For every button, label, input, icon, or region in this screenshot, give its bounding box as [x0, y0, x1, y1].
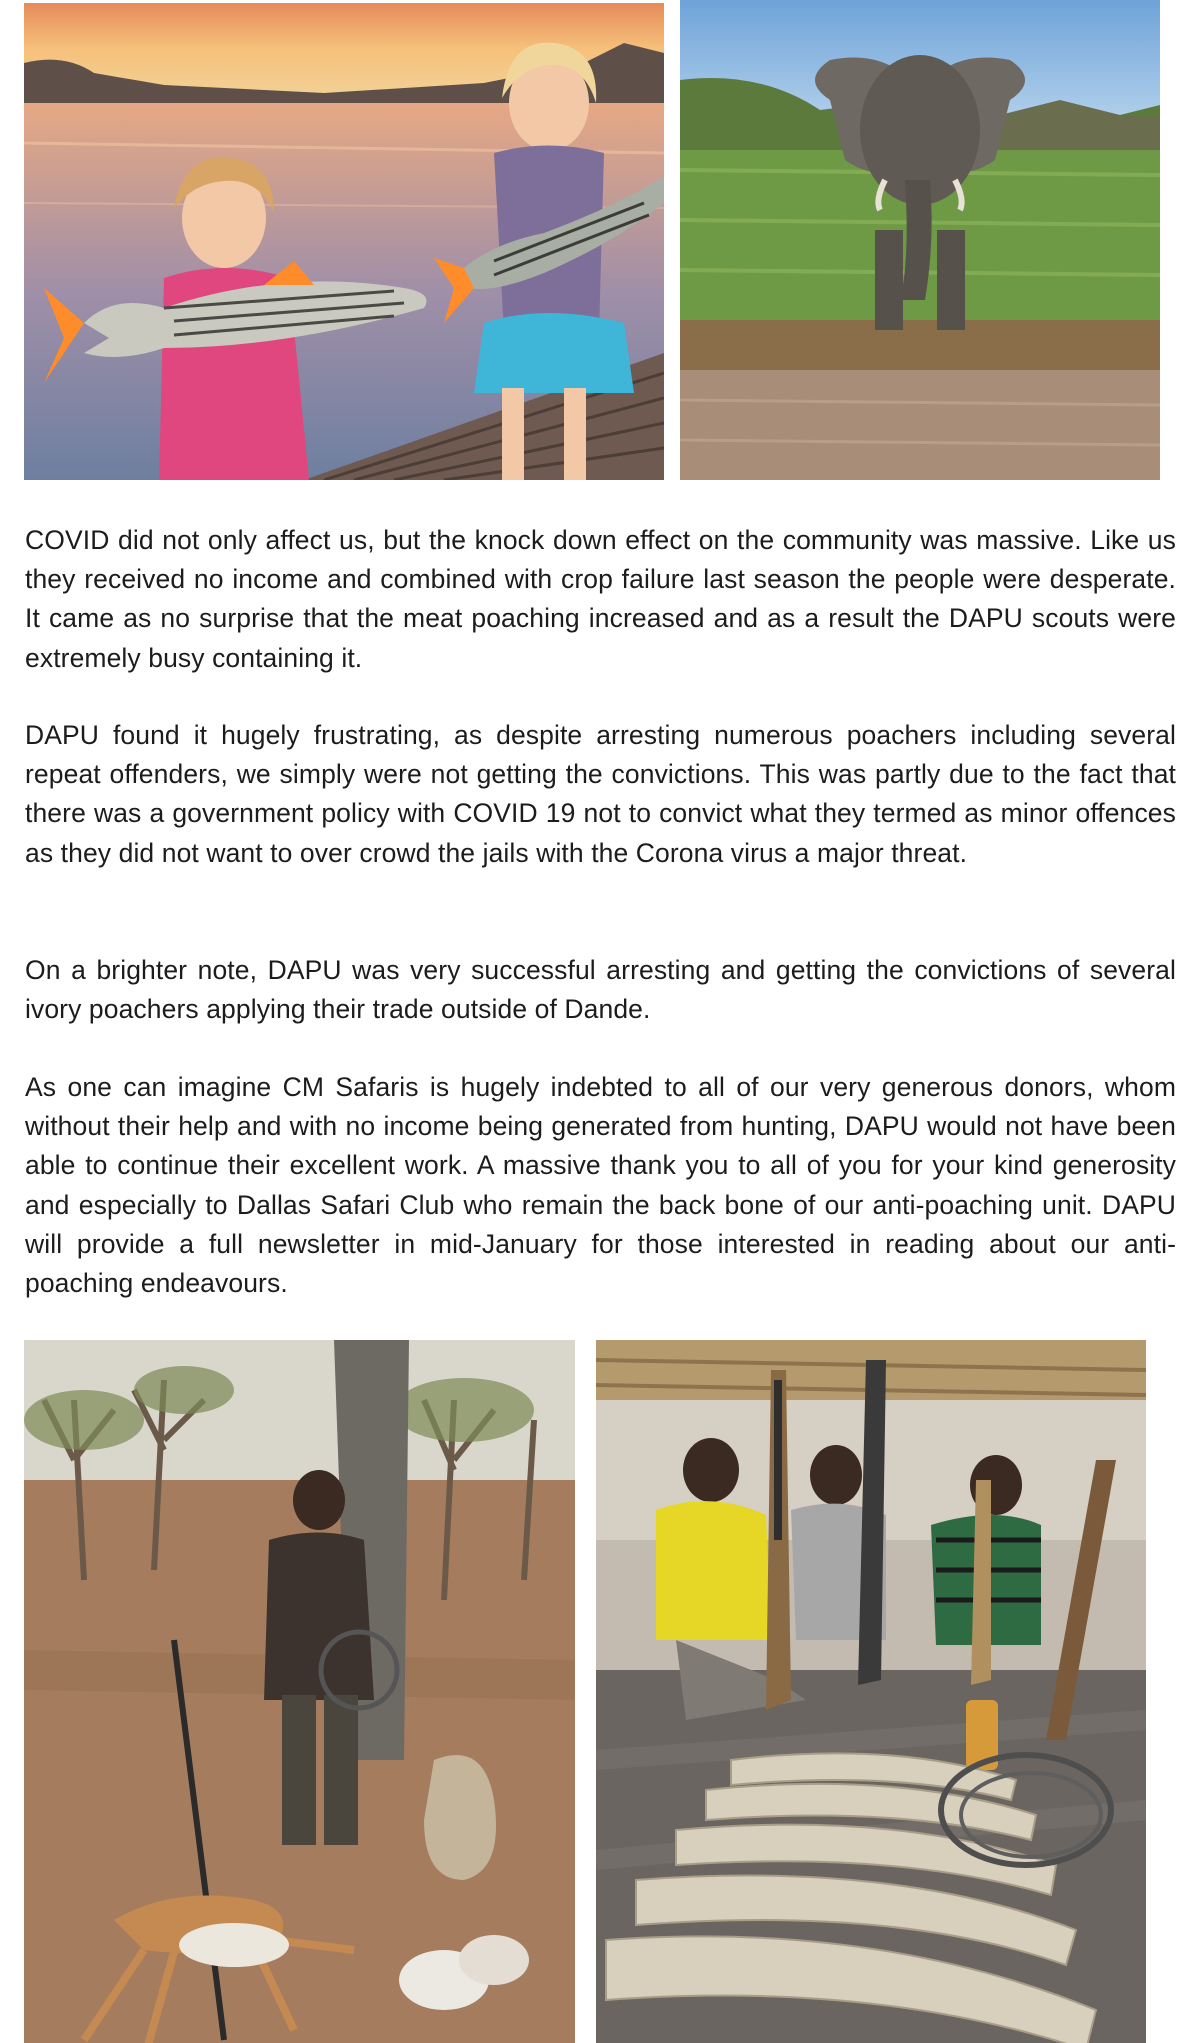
paragraph-donors-thanks: As one can imagine CM Safaris is hugely indebted to all of our very generous donors, whom without their help and with no income being generated from hunting, DAPU would not have been able to continue their excellent work. A massive thank you to all of you for your kind generosity and especially to Dallas Safari Club who remain the back bone of our anti-poaching unit. DAPU will provide a full newsletter in mid-January for those interested in reading about our anti-poaching endeavours.: [25, 1072, 1176, 1299]
photo-poacher-with-impala: [24, 1340, 575, 2043]
paragraph-ivory-poachers: On a brighter note, DAPU was very successful arresting and getting the convictions of several ivory poachers applying their trade outside of Dande.: [25, 955, 1176, 1025]
photo-girls-tigerfish: [24, 3, 664, 480]
paragraph-covid-community: COVID did not only affect us, but the knock down effect on the community was massive. Like us they received no income and combined with crop failure last season the people were desperate. It came as no surprise that the meat poaching increased and as a result the DAPU scouts were extremely busy containing it.: [25, 525, 1176, 673]
photo-ivory-poachers-tusks: [596, 1340, 1146, 2043]
paragraph-convictions: DAPU found it hugely frustrating, as despite arresting numerous poachers including several repeat offenders, we simply were not getting the convictions. This was partly due to the fact that there was a government policy with COVID 19 not to convict what they termed as minor offences as they did not want to over crowd the jails with the Corona virus a major threat.: [25, 720, 1176, 868]
photo-elephant-river: [680, 0, 1160, 480]
